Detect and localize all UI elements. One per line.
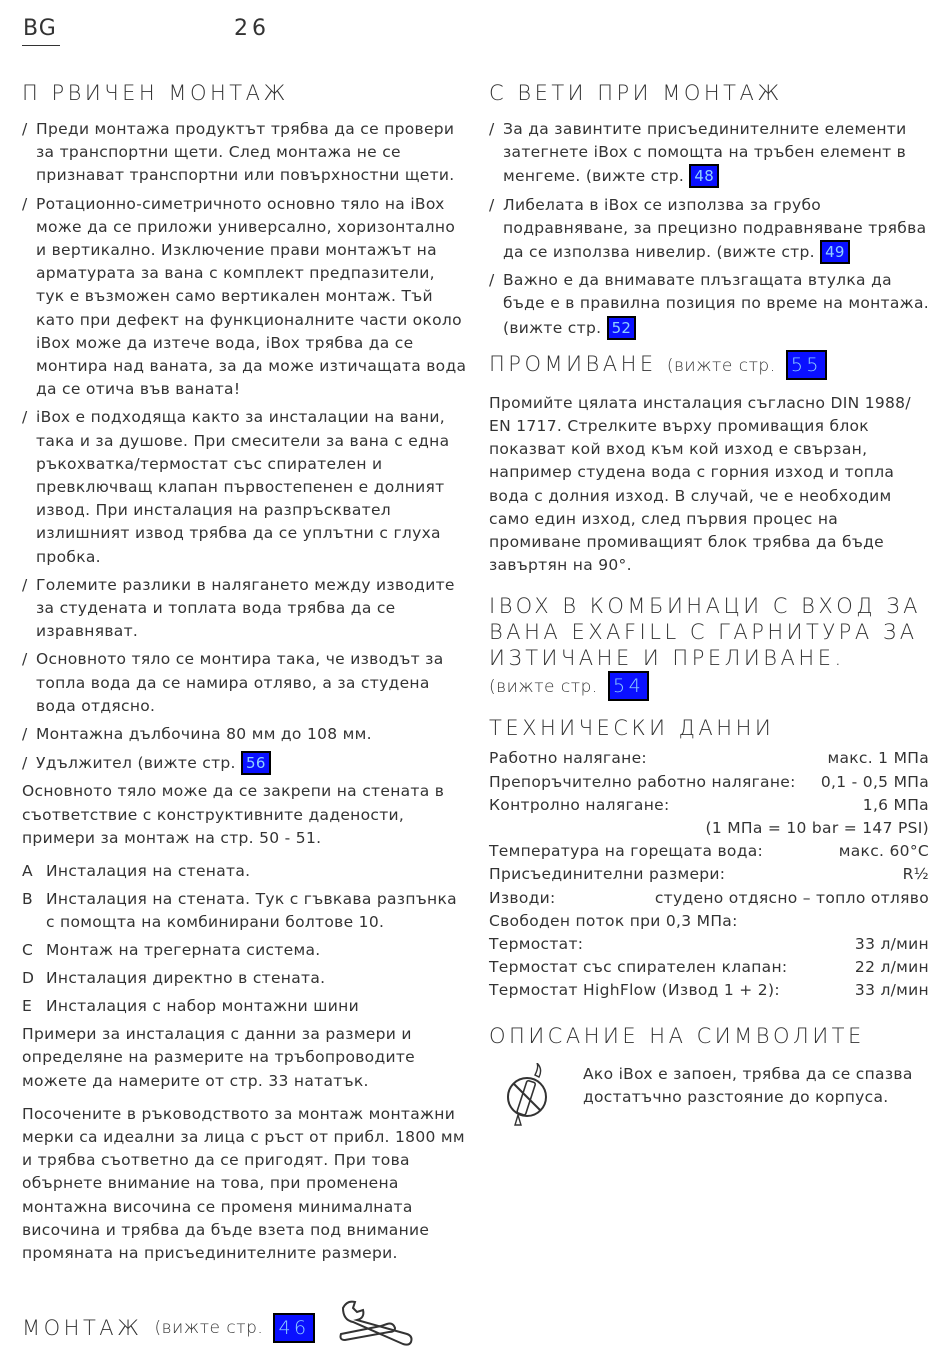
install-option-d: D Инсталация директно в стената. [22, 969, 326, 988]
list-item: / Преди монтажа продуктът трябва да се провери за транспортни щети. След монтажа не се признават транспортни или повърхностни щети. [22, 120, 455, 185]
combo-heading: IBOX В КОМБИНАЦИ С ВХОД ЗА ВАНА EXAFILL С ГАРНИТУРА ЗА ИЗТИЧАНЕ И ПРЕЛИВАНЕ. (вижте стр. 54 [489, 593, 929, 701]
mounting-heading: МОНТАЖ (вижте стр. 46 [22, 1306, 417, 1350]
table-row: Свободен поток при 0,3 МПа: [489, 911, 738, 930]
right-column [489, 80, 929, 1131]
list-item: / Големите разлики в налягането между изводите за студената и топлата вода трябва да се изравняват. [22, 575, 455, 641]
pressure-note: (1 МПа = 10 bar = 147 PSI) [705, 819, 929, 838]
table-row: Работно налягане: макс. 1 МПа [489, 749, 929, 768]
page-ref-link[interactable]: 52 [607, 316, 637, 340]
install-option-a: A Инсталация на стената. [22, 862, 251, 881]
left-column [22, 80, 467, 1275]
list-item: / Монтажна дълбочина 80 мм до 108 мм. [22, 725, 372, 744]
page-ref-link[interactable]: 56 [241, 751, 271, 775]
table-row: Изводи: студено отдясно – топло отляво [489, 888, 929, 907]
table-row: Термостат: 33 л/мин [489, 935, 929, 954]
table-row: Термостат HighFlow (Извод 1 + 2): 33 л/мин [489, 981, 929, 1000]
tip-item: / Либелата в iBox се използва за грубо подравняване, за прецизно подравняване трябва да се използва нивелир. (вижте стр. 49 [489, 194, 929, 265]
list-item: / Ротационно-симетричното основно тяло на iBox може да се приложи универсално, хоризонтално и вертикално. Изключение прави монтажът на арматурата за вана с комплект предпазители, тук е възможен само вертикален монтаж. Тъй като при дефект на функционалните части около iBox може да изтече вода, iBox трябва да се монтира над ваната, за да може изтичащата вода да се отича във ваната! [22, 194, 467, 399]
language-underline [22, 45, 60, 46]
list-item: / Основното тяло се монтира така, че изводът за топла вода да се намира отляво, а за студена вода отдясно. [22, 650, 444, 715]
table-row: Температура на горещата вода: макс. 60°C [489, 842, 929, 861]
table-row: Термостат със спирателен клапан: 22 л/мин [489, 958, 929, 977]
no-soldering-flame-icon [503, 1063, 563, 1131]
body-paragraph: Примери за инсталация с данни за размери и определяне на размерите на тръбопроводите можете да намерите от стр. 33 нататък. [22, 1025, 415, 1090]
tech-heading: ТЕХНИЧЕСКИ ДАННИ [489, 716, 775, 741]
body-paragraph: Основното тяло може да се закрепи на стената в съответствие с конструктивните дадености, примери за монтаж на стр. 50 - 51. [22, 782, 445, 847]
page-number: 26 [234, 16, 270, 41]
page-ref-link[interactable]: 46 [273, 1313, 314, 1343]
body-paragraph: Посочените в ръководството за монтаж монтажни мерки са идеални за лица с ръст от прибл. 1800 мм и трябва съответно да се пригодят. При това обърнете внимание на това, при променена монтажна височина се променя минималната височина и трябва да бъде взета под внимание промяната на присъединителните размери. [22, 1104, 465, 1262]
install-option-c: C Монтаж на трегерната система. [22, 941, 321, 960]
install-option-b: B Инсталация на стената. Тук с гъвкава разпънка с помощта на комбинирани болтове 10. [22, 890, 457, 932]
first-install-heading: П РВИЧЕН МОНТАЖ [22, 81, 289, 105]
flush-text: Промийте цялата инсталация съгласно DIN 1988/ EN 1717. Стрелките върху промиващия блок показват кой вход към кой изход е свързан, например студена вода с горния изход и топла вода с долния изход. В случай, че е необходим само един изход, след първия процес на промиване промиващият блок трябва да бъде завъртян на 90°. [489, 393, 911, 575]
tip-item: / За да завинтите присъединителните елементи затегнете iBox с помощта на тръбен елемент в менгеме. (вижте стр. 48 [489, 118, 929, 189]
page-ref-link[interactable]: 48 [689, 164, 719, 188]
list-item: / iBox е подходяща както за инсталации на вани, така и за душове. При смесители за вана с една ръкохватка/термостат със спирателен и превключващ клапан първостепенен е долният извод. При инсталация на разпръсквател излишният извод трябва да се уплътни с глуха пробка. [22, 408, 450, 566]
symbol-text: Ако iBox е запоен, трябва да се спазва достатъчно разстояние до корпуса. [583, 1064, 913, 1106]
symbols-heading: ОПИСАНИЕ НА СИМВОЛИТЕ [489, 1023, 865, 1048]
language-code: BG [23, 16, 57, 41]
table-row: Контролно налягане: 1,6 МПа [489, 795, 929, 814]
symbol-description [489, 1063, 929, 1131]
tips-heading: С ВЕТИ ПРИ МОНТАЖ [489, 81, 783, 105]
install-option-e: E Инсталация с набор монтажни шини [22, 997, 359, 1016]
tools-icon [337, 1298, 417, 1350]
page-ref-link[interactable]: 49 [820, 240, 850, 264]
tech-table [489, 747, 929, 1002]
page-ref-link[interactable]: 55 [786, 350, 827, 380]
table-row: Препоръчително работно налягане: 0,1 - 0,5 МПа [489, 772, 929, 791]
table-row: Присъединителни размери: R½ [489, 865, 929, 884]
page-ref-link[interactable]: 54 [608, 671, 649, 701]
list-item-extension: / Удължител (вижте стр. 56 [22, 751, 467, 775]
flush-heading: ПРОМИВАНЕ (вижте стр. 55 [489, 350, 929, 380]
tip-item: / Важно е да внимавате плъзгащата втулка да бъде е в правилна позиция по време на монтажа. (вижте стр. 52 [489, 269, 929, 340]
